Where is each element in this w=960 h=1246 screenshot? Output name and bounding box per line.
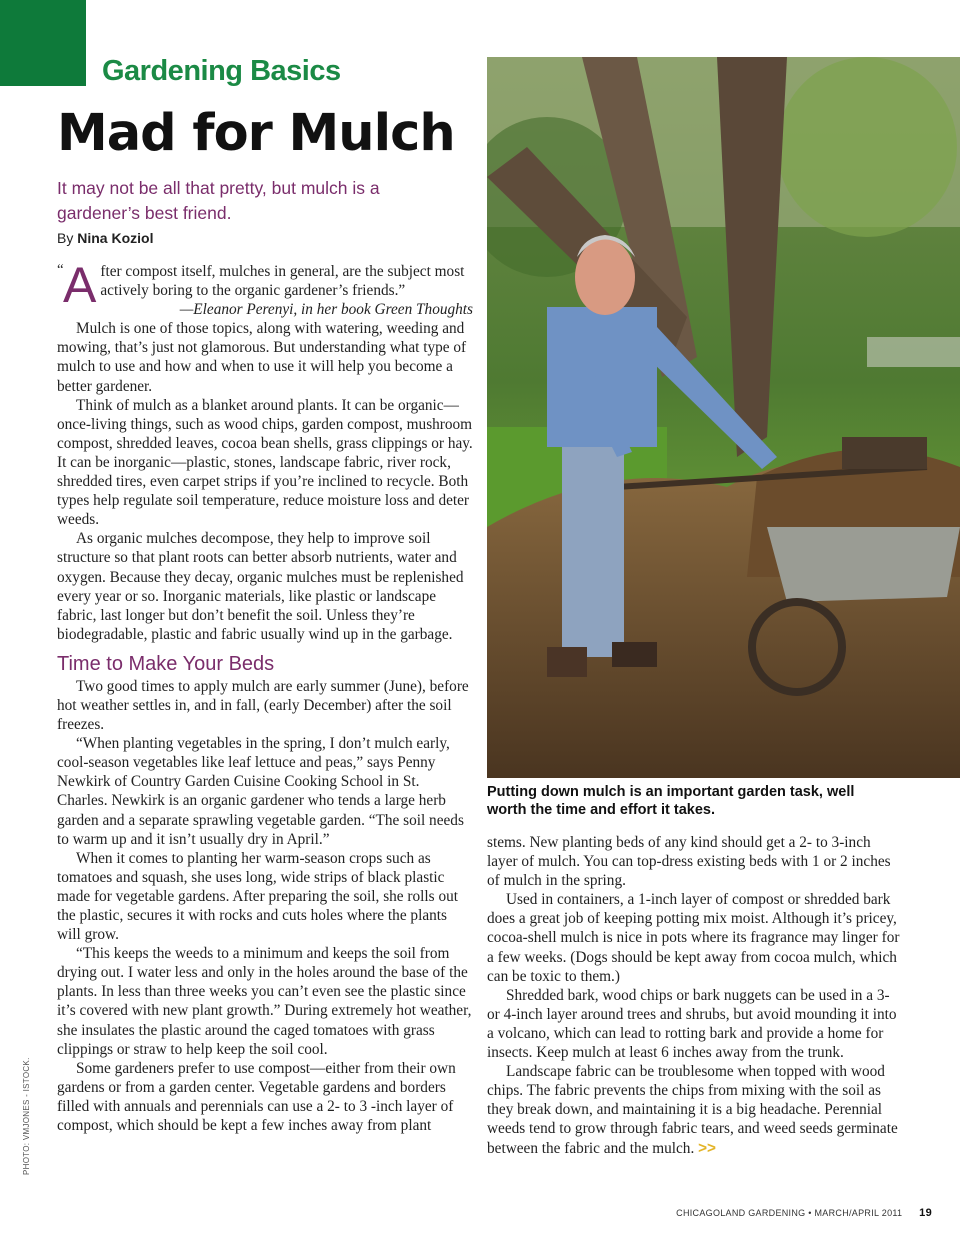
photo-caption: Putting down mulch is an important garden task, well worth the time and effort it takes. bbox=[487, 784, 855, 818]
body-paragraph: Some gardeners prefer to use compost—either from their own gardens or from a garden center. Vegetable gardens and borders filled with annuals and perennials can use a 2- to 3 -inch layer of compost, which should be kept a few inches away from plant bbox=[57, 1059, 456, 1135]
photo-credit: PHOTO: VMJONES - ISTOCK. bbox=[22, 1057, 31, 1175]
gardener-photo bbox=[487, 57, 960, 778]
byline-prefix: By bbox=[57, 230, 74, 246]
opening-quote-text: After compost itself, mulches in general, are the subject most actively boring to the organic gardener’s friends.” bbox=[63, 257, 465, 313]
body-paragraph: Shredded bark, wood chips or bark nuggets can be used in a 3- or 4-inch layer around trees and shrubs, but avoid mounding it into a volcano, which can lead to rotting bark and provide a home for insects. Keep mulch at least 6 inches away from the trunk. bbox=[487, 986, 897, 1062]
article-title: Mad for Mulch bbox=[57, 104, 455, 163]
body-paragraph-last: Landscape fabric can be troublesome when topped with wood chips. The fabric prevents the chips from mixing with the soil as they break down, and maintaining it is a big headache. Perennial weeds tend to grow through fabric tears, and weed seeds germinate between the fabric and the mulch. >> bbox=[487, 1063, 898, 1157]
opening-quote-mark: “ bbox=[57, 262, 64, 278]
article-dek: It may not be all that pretty, but mulch is a gardener’s best friend. bbox=[57, 178, 380, 223]
continued-marker: >> bbox=[698, 1139, 716, 1157]
opening-quote bbox=[57, 257, 473, 319]
section-color-tab bbox=[0, 0, 86, 86]
byline bbox=[57, 230, 153, 246]
quote-attribution: —Eleanor Perenyi, in her book Green Thoughts bbox=[179, 301, 473, 319]
left-column bbox=[57, 257, 473, 1135]
body-paragraph: “This keeps the weeds to a minimum and keeps the soil from drying out. I water less and only in the holes around the base of the plants. In less than three weeks you can’t even see the plastic since it’s covered with new plant growth.” During extremely hot weather, she insulates the plastic around the caged tomatoes with grass clippings or straw to help keep the soil cool. bbox=[57, 945, 472, 1058]
byline-author: Nina Koziol bbox=[77, 230, 154, 246]
drop-cap: A bbox=[63, 257, 97, 313]
page-number: 19 bbox=[919, 1207, 932, 1219]
body-paragraph: Mulch is one of those topics, along with watering, weeding and mowing, that’s just not glamorous. But understanding what type of mulch to use and how and when to use it will help you become a better gardener. bbox=[57, 320, 467, 395]
body-paragraph: Think of mulch as a blanket around plants. It can be organic—once-living things, such as wood chips, garden compost, mushroom compost, shredded leaves, cocoa bean shells, grass clippings or hay. It can be inorganic—plastic, stones, landscape fabric, river rock, shredded tires, even carpet strips if you’re inclined to recycle. Both types help regulate soil temperature, reduce moisture loss and deter weeds. bbox=[57, 396, 473, 529]
page-footer bbox=[676, 1207, 932, 1219]
section-label: Gardening Basics bbox=[102, 55, 341, 87]
body-paragraph: When it comes to planting her warm-season crops such as tomatoes and squash, she uses long, wide strips of black plastic made for vegetable gardens. After preparing the soil, she rolls out the plastic, secures it with rocks and cuts holes where the plants will grow. bbox=[57, 849, 458, 944]
body-paragraph: stems. New planting beds of any kind should get a 2- to 3-inch layer of mulch. You can top-dress existing beds with 1 or 2 inches of mulch in the spring. bbox=[487, 834, 891, 890]
right-column bbox=[487, 833, 903, 1158]
body-paragraph: Used in containers, a 1-inch layer of compost or shredded bark does a great job of keeping potting mix moist. Although it’s pricey, cocoa-shell mulch is nice in pots where its fragrance may linger for a few weeks. (Dogs should be kept away from cocoa mulch, which can be toxic to them.) bbox=[487, 891, 900, 985]
subhead: Time to Make Your Beds bbox=[57, 652, 275, 675]
body-paragraph: As organic mulches decompose, they help to improve soil structure so that plant roots can better absorb nutrients, water and oxygen. Because they decay, organic mulches must be replenished every year or so. Inorganic materials, like plastic or landscape fabric, last longer but don’t benefit the soil. Unless they’re biodegradable, plastic and fabric usually wind up in the garbage. bbox=[57, 530, 464, 643]
body-paragraph: “When planting vegetables in the spring, I don’t mulch early, cool-season vegetables like leaf lettuce and peas,” says Penny Newkirk of Country Garden Cuisine Cooking School in St. Charles. Newkirk is an organic gardener who tends a large herb garden and a separate sprawling vegetable garden. “The soil needs to warm up and it isn’t usually dry in April.” bbox=[57, 735, 464, 848]
footer-publication: CHICAGOLAND GARDENING • MARCH/APRIL 2011 bbox=[676, 1208, 903, 1218]
body-paragraph: Two good times to apply mulch are early summer (June), before hot weather settles in, and in fall, (early December) after the soil freezes. bbox=[57, 677, 469, 734]
